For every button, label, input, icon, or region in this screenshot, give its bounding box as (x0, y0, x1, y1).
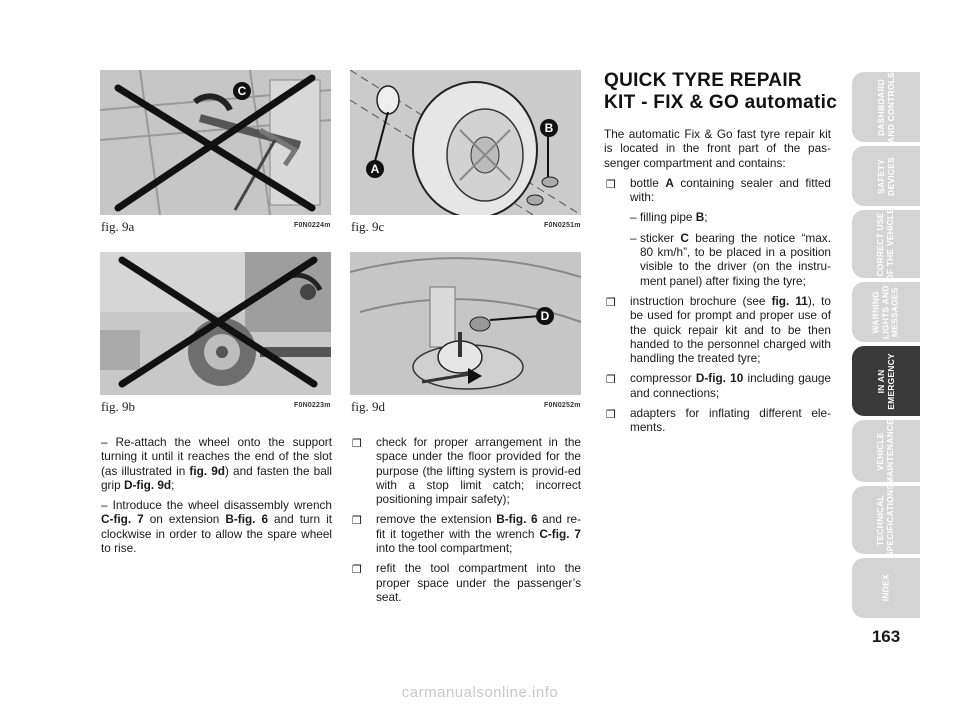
fig-9d-code: F0N0252m (544, 402, 581, 409)
paragraph-reattach: – Re-attach the wheel onto the support turning it until it reaches the end of the slot (as illustrated in fig. 9d) and fasten the ball grip D-fig. 9d; (101, 435, 332, 492)
fig-9c-code: F0N0251m (544, 222, 581, 229)
tab-vehicle-maintenance[interactable]: VEHICLE MAINTENANCE (852, 420, 920, 482)
tab-dashboard-and-controls[interactable]: DASHBOARD AND CONTROLS (852, 72, 920, 142)
fig-9a-code: F0N0224m (294, 222, 331, 229)
fig-9a-label: fig. 9a (101, 219, 135, 234)
bullet-compressor: ❒ compressor D-fig. 10 including gauge and connections; (606, 371, 831, 400)
section-title: QUICK TYRE REPAIR KIT - FIX & GO automatic (604, 70, 838, 113)
bullet-adapters: ❒ adapters for inflating different ele-ments. (606, 406, 831, 435)
left-column-text (101, 435, 332, 561)
watermark: carmanualsonline.info (401, 684, 559, 701)
figure-9c-image (350, 70, 581, 215)
paragraph-introduce-wrench: – Introduce the wheel disassembly wrench C-fig. 7 on extension B-fig. 6 and turn it clockwise in order to allow the spare wheel to rise. (101, 498, 332, 556)
tab-correct-use-of-the-vehicle[interactable]: CORRECT USE OF THE VEHICLE (852, 210, 920, 278)
figure-9b-image (100, 252, 331, 395)
bullet-check-arrangement: ❒ check for proper arrangement in the space under the floor provided for the purpose (the lifting system is provid-ed with a stop limit catch; incorrect positioning impair safety); (352, 435, 581, 507)
dash-sticker: – sticker C bearing the notice “max. 80 km/h”, to be placed in a position visible to the driver (on the instru-ment panel) after fixing the tyre; (630, 230, 831, 288)
right-column-text (604, 127, 831, 441)
callout-b: B (540, 119, 558, 137)
callout-d: D (536, 307, 554, 325)
tab-safety-devices[interactable]: SAFETY DEVICES (852, 146, 920, 206)
fig-9c-label: fig. 9c (351, 219, 385, 234)
fig-9d-label: fig. 9d (351, 399, 385, 414)
page-number: 163 (871, 627, 901, 646)
fig-9b-label: fig. 9b (101, 399, 135, 414)
bullet-instruction-brochure: ❒ instruction brochure (see fig. 11), to be used for prompt and proper use of the quick repair kit and to be then handed to the personnel charged with handling the treated tyre; (606, 293, 831, 366)
dash-filling-pipe: – filling pipe B; (630, 210, 708, 225)
tab-index[interactable]: INDEX (852, 558, 920, 618)
callout-a: A (366, 160, 384, 178)
fig-9b-code: F0N0223m (294, 402, 331, 409)
callout-c: C (233, 82, 251, 100)
tab-in-an-emergency[interactable]: IN AN EMERGENCY (852, 346, 920, 416)
figure-9a-image (100, 70, 331, 215)
intro-paragraph: The automatic Fix & Go fast tyre repair kit is located in the front part of the pas-senger compartment and contains: (604, 127, 831, 170)
bullet-remove-extension: ❒ remove the extension B-fig. 6 and re-fit it together with the wrench C-fig. 7 into the tool compartment; (352, 512, 581, 556)
bullet-bottle: ❒ bottle A containing sealer and fitted with: (606, 175, 831, 205)
tab-technical-specifications[interactable]: TECHNICAL SPECIFICATIONS (852, 486, 920, 554)
figure-9d-image (350, 252, 581, 395)
middle-column-text (350, 435, 581, 610)
bullet-refit-compartment: ❒ refit the tool compartment into the proper space under the passenger’s seat. (352, 561, 581, 604)
tab-warning-lights-and-messages[interactable]: WARNING LIGHTS AND MESSAGES (852, 282, 920, 342)
